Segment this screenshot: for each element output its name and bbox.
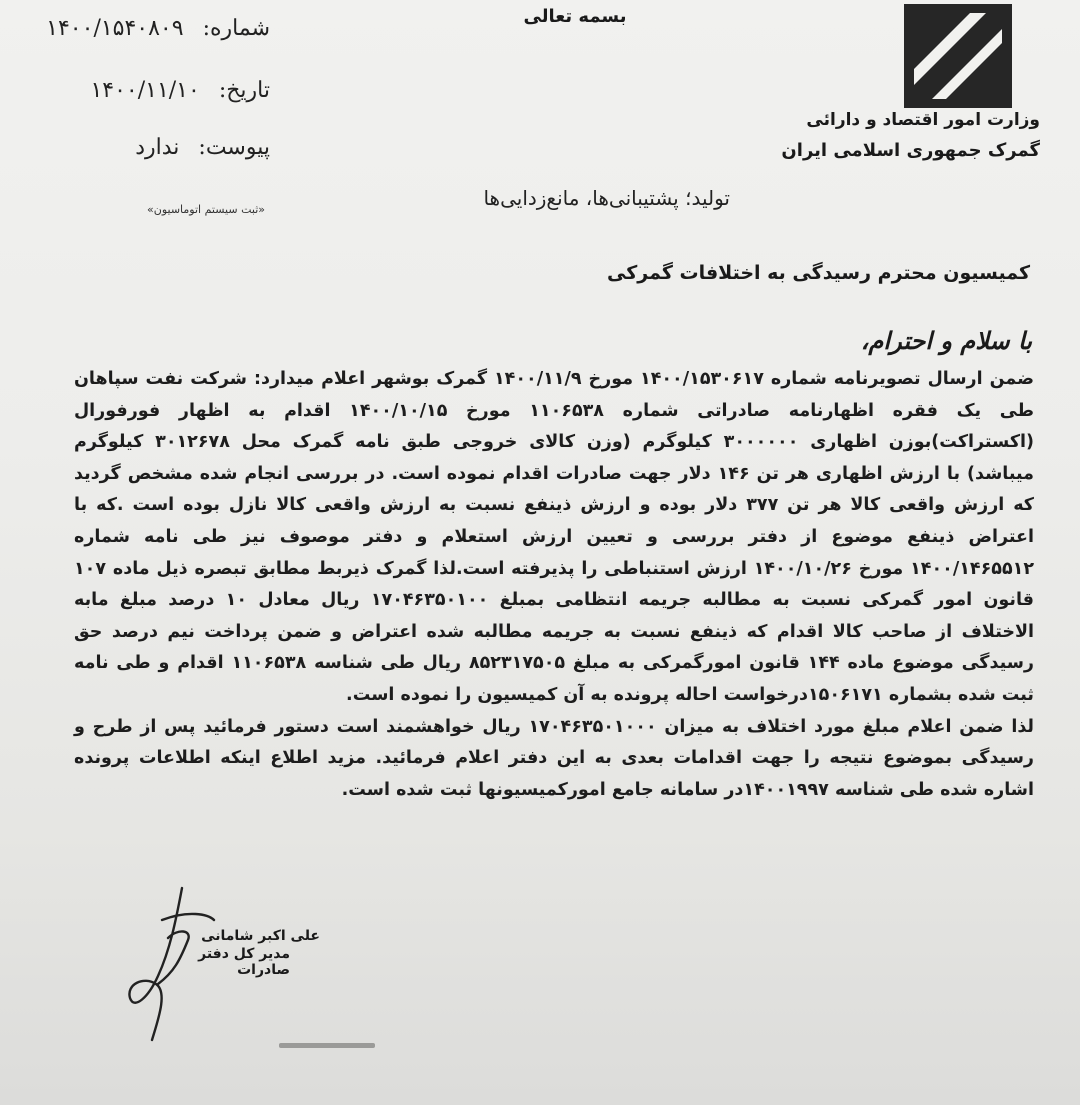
letter-attachment (0, 135, 270, 160)
number-label: شماره: (202, 16, 270, 41)
date-label: تاریخ: (218, 78, 270, 103)
automation-registration-note: «ثبت سیستم اتوماسیون» (147, 203, 265, 216)
number-value: ۱۴۰۰/۱۵۴۰۸۰۹ (46, 16, 184, 41)
body-paragraph-2: لذا ضمن اعلام مبلغ مورد اختلاف به میزان ۱۷۰۴۶۳۵۰۱۰۰۰ ریال خواهشمند است دستور فرمائید پس از طرح و رسیدگی بموضوع نتیجه را جهت اقدامات بعدی به این دفتر اعلام فرمائید. مزید اطلاع اینکه اطلاعات پرونده اشاره شده طی شناسه ۱۴۰۰۱۹۹۷در سامانه جامع امورکمیسیونها ثبت شده است. (74, 716, 1035, 800)
ministry-name: وزارت امور اقتصاد و دارائی (806, 110, 1040, 130)
customs-name: گمرک جمهوری اسلامی ایران (781, 140, 1040, 161)
addressee: کمیسیون محترم رسیدگی به اختلافات گمرکی (606, 262, 1030, 284)
signatory-name: علی اکبر شامانی (201, 928, 320, 944)
signatory-title: مدیر کل دفتر صادرات (198, 946, 290, 978)
bismillah-heading: بسمه تعالی (523, 6, 627, 27)
body-paragraph-1: ضمن ارسال تصویرنامه شماره ۱۴۰۰/۱۵۳۰۶۱۷ مورخ ۱۴۰۰/۱۱/۹ گمرک بوشهر اعلام میدارد: شرکت نفت سپاهان طی یک فقره اظهارنامه صادراتی شماره ۱۱۰۶۵۳۸ مورخ ۱۴۰۰/۱۰/۱۵ اقدام به اظهار فورفورال (اکستراکت)بوزن اظهاری ۳۰۰۰۰۰۰ کیلوگرم (وزن کالای خروجی طبق نامه گمرک محل ۳۰۱۲۶۷۸ کیلوگرم میباشد) با ارزش اظهاری هر تن ۱۴۶ دلار جهت صادرات اقدام نموده است. در بررسی انجام شده مشخص گردید که ارزش واقعی کالا هر تن ۳۷۷ دلار بوده و ارزش ذینفع نسبت به ارزش واقعی کالا نازل بوده است .که با اعتراض ذینفع موضوع از دفتر بررسی و تعیین ارزش استعلام و دفتر موصوف نیز طی نامه شماره ۱۴۰۰/۱۴۶۵۵۱۲ مورخ ۱۴۰۰/۱۰/۲۶ ارزش استنباطی را پذیرفته است.لذا گمرک ذیربط مطابق تبصره ذیل ماده ۱۰۷ قانون امور گمرکی نسبت به مطالبه جریمه انتظامی بمبلغ ۱۷۰۴۶۳۵۰۱۰۰ ریال معادل ۱۰ درصد مبلغ مابه الاختلاف از صاحب کالا اقدام که ذینفع نسبت به جریمه مطالبه شده اعتراض و ضمن پرداخت نیم درصد حق رسیدگی موضوع ماده ۱۴۴ قانون امورگمرکی به مبلغ ۸۵۲۳۱۷۵۰۵ ریال طی شناسه ۱۱۰۶۵۳۸ اقدام و طی نامه ثبت شده بشماره ۱۵۰۶۱۷۱درخواست احاله پرونده به آن کمیسیون را نموده است. (74, 369, 1035, 705)
greeting: با سلام و احترام، (860, 326, 1032, 355)
year-slogan: تولید؛ پشتیبانی‌ها، مانع‌زدایی‌ها (483, 186, 730, 210)
attachment-label: پیوست: (198, 135, 270, 160)
attachment-value: ندارد (135, 135, 180, 160)
letter-number (0, 16, 270, 41)
customs-logo-icon (903, 4, 1013, 108)
footer-divider (279, 1043, 375, 1048)
date-value: ۱۴۰۰/۱۱/۱۰ (90, 78, 200, 103)
letter-date (0, 78, 270, 103)
letter-body (74, 364, 1034, 806)
